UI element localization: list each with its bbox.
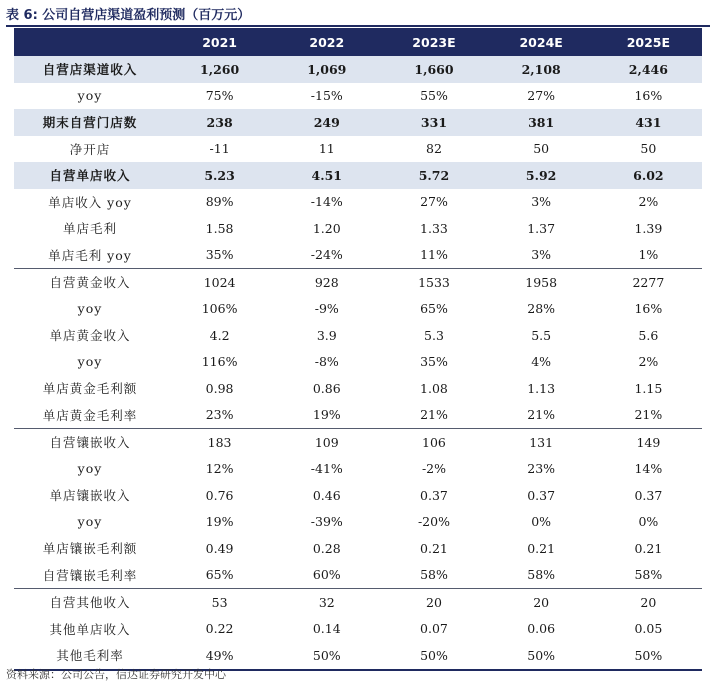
source-note: 资料来源：公司公告，信达证券研究开发中心 bbox=[6, 668, 226, 681]
value-cell: 4% bbox=[531, 354, 552, 370]
value-cell: 2,108 bbox=[488, 56, 595, 83]
value-cell: 1,660 bbox=[380, 56, 487, 83]
value-cell: -2% bbox=[421, 461, 446, 477]
value-cell: 0% bbox=[638, 514, 659, 530]
table-row bbox=[14, 562, 702, 589]
table-row bbox=[14, 589, 702, 616]
value-cell: 58% bbox=[420, 567, 448, 583]
value-cell: 431 bbox=[595, 109, 702, 136]
value-cell: 27% bbox=[527, 88, 556, 104]
table-row bbox=[14, 215, 702, 242]
value-cell: 50% bbox=[380, 642, 487, 670]
table-row bbox=[14, 349, 702, 376]
value-cell: 14% bbox=[634, 461, 663, 477]
value-cell: 0.46 bbox=[312, 487, 341, 503]
value-cell: 50 bbox=[640, 141, 657, 157]
value-cell: 0.21 bbox=[634, 540, 663, 556]
value-cell: 28% bbox=[527, 301, 556, 317]
value-cell: 21% bbox=[527, 407, 556, 423]
value-cell: 1958 bbox=[488, 269, 595, 296]
row-label: 期末自营门店数 bbox=[14, 109, 166, 136]
value-cell: 35% bbox=[205, 247, 234, 263]
row-label: 其他毛利率 bbox=[14, 642, 166, 670]
value-cell: 116% bbox=[201, 354, 238, 370]
value-cell: 0.07 bbox=[420, 621, 448, 637]
value-cell: 2% bbox=[638, 354, 659, 370]
value-cell: 82 bbox=[426, 141, 442, 157]
value-cell: -8% bbox=[314, 354, 339, 370]
value-cell: 16% bbox=[634, 88, 663, 104]
value-cell: 27% bbox=[420, 194, 448, 210]
table-row bbox=[14, 296, 702, 323]
value-cell: 3% bbox=[531, 194, 552, 210]
row-label: yoy bbox=[77, 88, 103, 104]
value-cell: 58% bbox=[634, 567, 663, 583]
table-row bbox=[14, 616, 702, 643]
row-label: 单店毛利 yoy bbox=[48, 247, 132, 263]
value-cell: 1.15 bbox=[634, 380, 663, 396]
value-cell: 50% bbox=[595, 642, 702, 670]
value-cell: 1.58 bbox=[205, 220, 234, 236]
forecast-table bbox=[14, 28, 702, 671]
value-cell: 0.06 bbox=[527, 621, 556, 637]
value-cell: 2% bbox=[638, 194, 659, 210]
value-cell: 20 bbox=[488, 589, 595, 616]
value-cell: 1.20 bbox=[312, 220, 341, 236]
value-cell: 60% bbox=[312, 567, 341, 583]
value-cell: 20 bbox=[595, 589, 702, 616]
row-label: 自营黄金收入 bbox=[14, 269, 166, 296]
table-title: 表 6: 公司自营店渠道盈利预测（百万元） bbox=[6, 8, 251, 23]
value-cell: 1,260 bbox=[166, 56, 273, 83]
table-row bbox=[14, 429, 702, 456]
value-cell: 0.37 bbox=[420, 487, 448, 503]
table-row bbox=[14, 109, 702, 136]
table-row bbox=[14, 535, 702, 562]
value-cell: 55% bbox=[420, 88, 448, 104]
value-cell: 106 bbox=[380, 429, 487, 456]
value-cell: 32 bbox=[273, 589, 380, 616]
value-cell: 249 bbox=[273, 109, 380, 136]
row-label: 自营店渠道收入 bbox=[14, 56, 166, 83]
value-cell: 65% bbox=[420, 301, 448, 317]
value-cell: 0.37 bbox=[527, 487, 556, 503]
value-cell: -9% bbox=[314, 301, 339, 317]
value-cell: -39% bbox=[310, 514, 343, 530]
value-cell: 2277 bbox=[595, 269, 702, 296]
header-cell: 2025E bbox=[595, 28, 702, 56]
header-cell: 2022 bbox=[273, 28, 380, 56]
value-cell: 5.6 bbox=[638, 327, 659, 343]
value-cell: 1.37 bbox=[527, 220, 556, 236]
value-cell: 21% bbox=[420, 407, 448, 423]
value-cell: 20 bbox=[380, 589, 487, 616]
value-cell: 5.72 bbox=[380, 162, 487, 189]
value-cell: 1.08 bbox=[420, 380, 448, 396]
value-cell: 21% bbox=[634, 407, 663, 423]
value-cell: 1024 bbox=[166, 269, 273, 296]
value-cell: 1.39 bbox=[634, 220, 663, 236]
value-cell: 0.37 bbox=[634, 487, 663, 503]
value-cell: 5.92 bbox=[488, 162, 595, 189]
row-label: 自营镶嵌收入 bbox=[14, 429, 166, 456]
value-cell: 11 bbox=[318, 141, 335, 157]
table-row bbox=[14, 509, 702, 536]
value-cell: 1533 bbox=[380, 269, 487, 296]
value-cell: 0.98 bbox=[205, 380, 234, 396]
row-label: 单店镶嵌收入 bbox=[49, 488, 131, 504]
header-cell: 2023E bbox=[380, 28, 487, 56]
value-cell: 1% bbox=[638, 247, 659, 263]
value-cell: -41% bbox=[310, 461, 343, 477]
value-cell: 53 bbox=[166, 589, 273, 616]
value-cell: 183 bbox=[166, 429, 273, 456]
row-label: 单店毛利 bbox=[62, 221, 117, 237]
value-cell: 928 bbox=[273, 269, 380, 296]
table-row bbox=[14, 136, 702, 163]
value-cell: 0.28 bbox=[312, 540, 341, 556]
row-label: yoy bbox=[77, 301, 103, 317]
value-cell: 50 bbox=[533, 141, 550, 157]
header-row bbox=[14, 28, 702, 56]
table-row bbox=[14, 162, 702, 189]
value-cell: 49% bbox=[166, 642, 273, 670]
table-row bbox=[14, 375, 702, 402]
value-cell: 58% bbox=[527, 567, 556, 583]
value-cell: 12% bbox=[205, 461, 234, 477]
value-cell: 5.5 bbox=[531, 327, 552, 343]
value-cell: 4.51 bbox=[273, 162, 380, 189]
value-cell: 0.22 bbox=[205, 621, 234, 637]
value-cell: 238 bbox=[166, 109, 273, 136]
row-label: 单店黄金毛利额 bbox=[42, 381, 138, 397]
value-cell: 0% bbox=[531, 514, 552, 530]
row-label: 单店黄金毛利率 bbox=[42, 407, 138, 423]
value-cell: 19% bbox=[312, 407, 341, 423]
table-row bbox=[14, 269, 702, 296]
value-cell: 5.23 bbox=[166, 162, 273, 189]
value-cell: 0.21 bbox=[420, 540, 448, 556]
table-row bbox=[14, 456, 702, 483]
table-row bbox=[14, 402, 702, 429]
header-cell: 2024E bbox=[488, 28, 595, 56]
value-cell: -11 bbox=[209, 141, 230, 157]
value-cell: 0.05 bbox=[634, 621, 663, 637]
value-cell: 0.49 bbox=[205, 540, 234, 556]
table-row bbox=[14, 189, 702, 216]
value-cell: 1.13 bbox=[527, 380, 556, 396]
row-label: 自营其他收入 bbox=[14, 589, 166, 616]
value-cell: -24% bbox=[310, 247, 343, 263]
header-cell bbox=[14, 28, 166, 56]
value-cell: 3% bbox=[531, 247, 552, 263]
row-label: 单店收入 yoy bbox=[48, 194, 132, 210]
row-label: 自营单店收入 bbox=[14, 162, 166, 189]
row-label: 自营镶嵌毛利率 bbox=[42, 567, 138, 583]
row-label: yoy bbox=[77, 514, 103, 530]
value-cell: 4.2 bbox=[209, 327, 230, 343]
value-cell: 1,069 bbox=[273, 56, 380, 83]
value-cell: 0.76 bbox=[205, 487, 234, 503]
value-cell: 131 bbox=[488, 429, 595, 456]
value-cell: 109 bbox=[273, 429, 380, 456]
table-row bbox=[14, 56, 702, 83]
value-cell: 149 bbox=[595, 429, 702, 456]
value-cell: 16% bbox=[634, 301, 663, 317]
value-cell: 50% bbox=[488, 642, 595, 670]
row-label: 其他单店收入 bbox=[49, 621, 131, 637]
value-cell: 23% bbox=[205, 407, 234, 423]
value-cell: 5.3 bbox=[424, 327, 444, 343]
value-cell: -14% bbox=[310, 194, 343, 210]
row-label: 单店镶嵌毛利额 bbox=[42, 541, 138, 557]
value-cell: 0.14 bbox=[312, 621, 341, 637]
value-cell: 3.9 bbox=[316, 327, 337, 343]
table-row bbox=[14, 322, 702, 349]
header-cell: 2021 bbox=[166, 28, 273, 56]
value-cell: 6.02 bbox=[595, 162, 702, 189]
table-row bbox=[14, 83, 702, 110]
value-cell: 381 bbox=[488, 109, 595, 136]
value-cell: 75% bbox=[205, 88, 234, 104]
value-cell: 89% bbox=[205, 194, 234, 210]
value-cell: -20% bbox=[417, 514, 450, 530]
row-label: yoy bbox=[77, 354, 103, 370]
table-row bbox=[14, 482, 702, 509]
row-label: yoy bbox=[77, 461, 103, 477]
row-label: 单店黄金收入 bbox=[49, 328, 131, 344]
value-cell: 35% bbox=[420, 354, 448, 370]
table-row bbox=[14, 242, 702, 269]
value-cell: -15% bbox=[310, 88, 343, 104]
value-cell: 23% bbox=[527, 461, 556, 477]
title-divider bbox=[6, 25, 710, 27]
value-cell: 2,446 bbox=[595, 56, 702, 83]
value-cell: 65% bbox=[205, 567, 234, 583]
value-cell: 331 bbox=[380, 109, 487, 136]
value-cell: 0.21 bbox=[527, 540, 556, 556]
row-label: 净开店 bbox=[69, 141, 111, 157]
value-cell: 50% bbox=[273, 642, 380, 670]
value-cell: 11% bbox=[420, 247, 448, 263]
value-cell: 106% bbox=[201, 301, 238, 317]
value-cell: 19% bbox=[205, 514, 234, 530]
value-cell: 0.86 bbox=[312, 380, 341, 396]
value-cell: 1.33 bbox=[420, 220, 448, 236]
